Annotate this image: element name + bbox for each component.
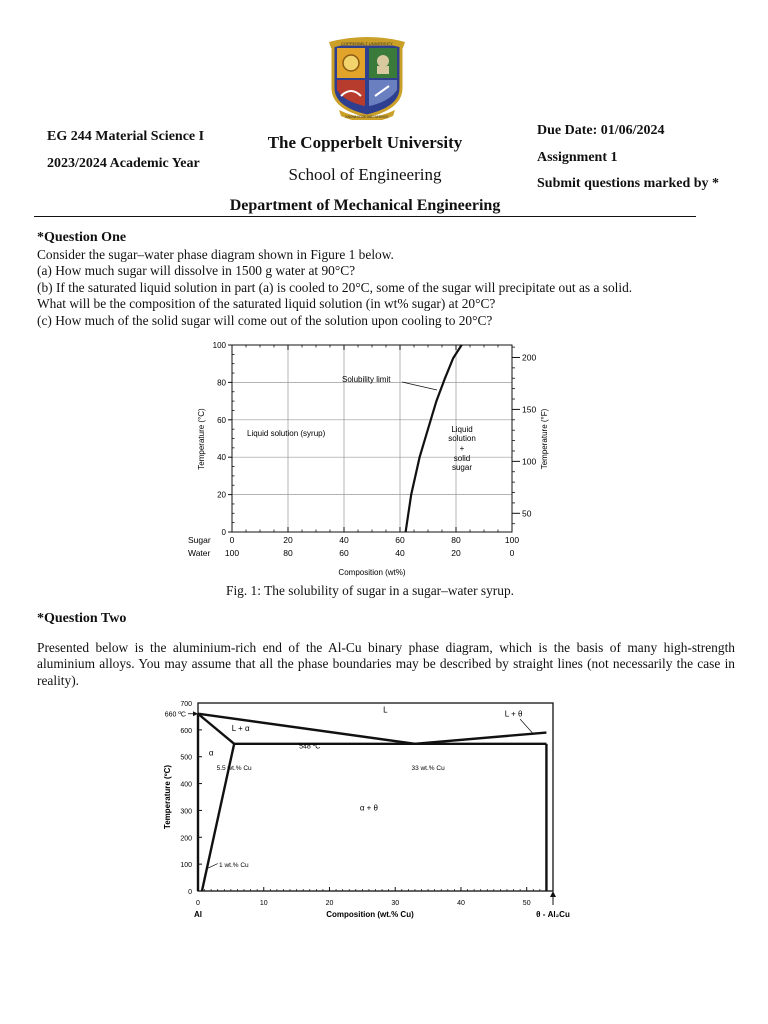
chart2-xlabel: Composition (wt.% Cu): [326, 910, 414, 919]
chart2-theta-label: θ - Al₂Cu: [536, 910, 570, 919]
chart2-ylabel: Temperature (ºC): [163, 764, 172, 830]
label-660c: 660 ºC: [164, 711, 186, 719]
chart1-xtick-water: 100: [224, 548, 240, 558]
chart1-xtick-water: 40: [395, 548, 405, 558]
chart1-xtick-sugar: 40: [339, 535, 349, 545]
chart1-right-tick-label: 100: [522, 456, 537, 467]
q1-line-b2: What will be the composition of the saturated liquid solution (in wt% sugar) at 20°C?: [37, 296, 496, 312]
chart1-xtick-sugar: 0: [229, 535, 235, 545]
chart2-ytick-label: 500: [180, 754, 192, 762]
q1-line-c: (c) How much of the solid sugar will come out of the solution upon cooling to 20°C?: [37, 312, 493, 328]
chart1-ylabel-right: Temperature (°F): [540, 408, 549, 470]
chart1-right-tick-label: 150: [522, 404, 537, 415]
q1-line-intro: Consider the sugar–water phase diagram shown in Figure 1 below.: [37, 246, 394, 262]
chart2-ytick-label: 600: [180, 727, 192, 735]
question-one: [37, 230, 735, 330]
chart1-ytick-label: 0: [221, 528, 226, 537]
figure-1-caption: Fig. 1: The solubility of sugar in a sugar–water syrup.: [226, 583, 514, 598]
al-cu-phase-diagram: [150, 695, 580, 930]
due-date: Due Date: 01/06/2024: [537, 123, 665, 138]
header-divider: [34, 216, 696, 217]
chart1-xtick-water: 80: [283, 548, 293, 558]
l-theta-pointer: [520, 719, 533, 734]
label-l-theta: L + θ: [504, 709, 523, 719]
liquidus-theta-right-line: [415, 733, 546, 744]
label-liquid-syrup: Liquid solution (syrup): [247, 429, 326, 438]
row-label-sugar: Sugar: [188, 535, 211, 545]
chart1-xtick-water: 0: [509, 548, 515, 558]
chart2-ytick-label: 400: [180, 781, 192, 789]
label-sugar: sugar: [451, 463, 473, 472]
row-label-water: Water: [188, 548, 211, 558]
label-l-alpha: L + α: [231, 724, 250, 734]
university-name: The Copperbelt University: [267, 133, 463, 152]
question-two: [37, 611, 735, 689]
label-1-wt: 1 wt.% Cu: [219, 861, 249, 869]
chart1-ytick-label: 80: [217, 378, 226, 388]
theta-arrowhead: [550, 891, 556, 897]
chart1-xtick-sugar: 100: [504, 535, 520, 545]
logo-motto-text: KNOWLEDGE AND SERVICE: [345, 115, 389, 119]
chart2-xtick-label: 20: [325, 900, 334, 907]
chart2-ytick-label: 200: [180, 835, 192, 843]
chart1-ylabel: Temperature (°C): [197, 408, 206, 470]
chart2-xtick-label: 30: [391, 900, 400, 907]
chart1-xtick-sugar: 20: [283, 535, 293, 545]
chart1-xlabel: Composition (wt%): [338, 568, 406, 577]
chart2-xtick-label: 0: [196, 900, 200, 907]
assignment-label: Assignment 1: [537, 150, 618, 165]
chart2-origin-al: Al: [194, 910, 202, 919]
sugar-water-chart: [180, 335, 560, 580]
question-one-title: *Question One: [37, 230, 127, 245]
chart2-ytick-label: 0: [188, 889, 192, 896]
chart1-xtick-sugar: 80: [451, 535, 461, 545]
department-name: Department of Mechanical Engineering: [229, 197, 501, 214]
academic-year: 2023/2024 Academic Year: [47, 156, 200, 171]
submit-instruction: Submit questions marked by *: [537, 176, 720, 191]
label-liquid: Liquid: [451, 425, 473, 434]
course-code: EG 244 Material Science I: [47, 129, 205, 144]
university-crest-logo: [325, 36, 409, 120]
chart1-xtick-sugar: 60: [395, 535, 405, 545]
q1-line-b: (b) If the saturated liquid solution in part (a) is cooled to 20°C, some of the sugar will precipitate out as a solid.: [37, 279, 633, 295]
label-33-wt: 33 wt.% Cu: [411, 765, 445, 773]
label-548c: 548 ºC: [299, 743, 321, 751]
chart1-right-tick-label: 50: [522, 508, 532, 519]
q2-text: Presented below is the aluminium-rich end of the Al-Cu binary phase diagram, which is the basis of many high-strength aluminium alloys. You may assume that all the phase boundaries may be described by straight lines (not necessarily the case in reality).: [37, 639, 735, 688]
one-wt-pointer: [208, 864, 218, 869]
chart1-xtick-water: 60: [339, 548, 349, 558]
chart2-xtick-label: 10: [259, 900, 268, 907]
chart1-ytick-label: 100: [212, 341, 226, 350]
label-solubility-limit: Solubility limit: [342, 375, 391, 384]
label-alpha-theta: α + θ: [359, 803, 379, 813]
label-solid: solid: [453, 454, 471, 463]
chart1-ytick-label: 20: [217, 490, 226, 500]
chart1-ytick-label: 40: [217, 453, 226, 463]
question-two-title: *Question Two: [37, 611, 127, 626]
solubility-pointer: [402, 382, 437, 390]
chart2-frame: [198, 703, 553, 891]
chart1-ytick-label: 60: [217, 415, 226, 425]
q1-line-a: (a) How much sugar will dissolve in 1500 g water at 90°C?: [37, 263, 356, 279]
label-solution: solution: [448, 434, 476, 443]
label-plus: +: [459, 444, 465, 453]
chart2-xtick-label: 50: [522, 900, 531, 907]
chart1-right-tick-label: 200: [522, 352, 537, 363]
label-5-5-wt: 5.5 wt.% Cu: [216, 765, 252, 773]
chart2-ytick-label: 300: [180, 808, 192, 816]
chart2-ytick-label: 100: [180, 862, 192, 870]
label-liquid-l: L: [383, 705, 388, 715]
chart1-xtick-water: 20: [451, 548, 461, 558]
chart2-xtick-label: 40: [457, 900, 465, 907]
logo-banner-text: COPPERBELT UNIVERSITY: [341, 41, 393, 46]
chart2-ytick-label: 700: [180, 701, 192, 708]
label-alpha: α: [208, 748, 214, 758]
school-name: School of Engineering: [288, 165, 442, 184]
